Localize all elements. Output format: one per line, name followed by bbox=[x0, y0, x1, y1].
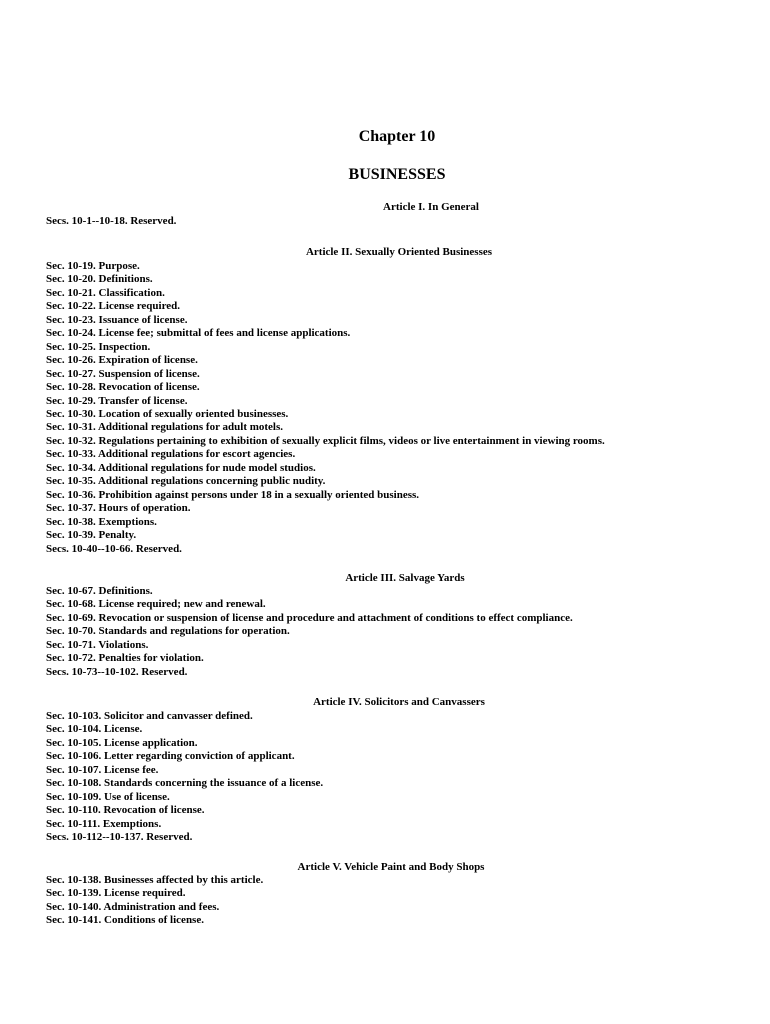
section-item: Secs. 10-112--10-137. Reserved. bbox=[46, 831, 193, 844]
section-item: Sec. 10-71. Violations. bbox=[46, 638, 149, 651]
section-item: Sec. 10-30. Location of sexually oriented businesses. bbox=[46, 407, 289, 420]
section-item: Sec. 10-38. Exemptions. bbox=[46, 515, 157, 528]
section-item: Sec. 10-24. License fee; submittal of fees and license applications. bbox=[46, 327, 351, 340]
section-item: Sec. 10-20. Definitions. bbox=[46, 273, 153, 286]
section-item: Sec. 10-108. Standards concerning the issuance of a license. bbox=[46, 777, 324, 790]
section-item: Sec. 10-69. Revocation or suspension of license and procedure and attachment of conditions to effect compliance. bbox=[46, 611, 573, 624]
section-item: Sec. 10-68. License required; new and renewal. bbox=[46, 598, 266, 611]
section-item: Sec. 10-35. Additional regulations concerning public nudity. bbox=[46, 475, 326, 488]
section-item: Sec. 10-111. Exemptions. bbox=[46, 817, 162, 830]
section-item: Sec. 10-106. Letter regarding conviction of applicant. bbox=[46, 750, 295, 763]
section-item: Sec. 10-107. License fee. bbox=[46, 763, 159, 776]
section-item: Sec. 10-103. Solicitor and canvasser defined. bbox=[46, 710, 253, 722]
section-item: Sec. 10-21. Classification. bbox=[46, 286, 165, 299]
article-2-heading: Article II. Sexually Oriented Businesses bbox=[305, 246, 493, 258]
section-item: Sec. 10-34. Additional regulations for nude model studios. bbox=[46, 461, 316, 474]
article-3-heading: Article III. Salvage Yards bbox=[345, 572, 465, 584]
section-item: Sec. 10-33. Additional regulations for escort agencies. bbox=[46, 448, 296, 461]
section-item: Sec. 10-39. Penalty. bbox=[46, 529, 137, 542]
section-item: Secs. 10-40--10-66. Reserved. bbox=[46, 542, 182, 555]
section-item: Sec. 10-70. Standards and regulations for operation. bbox=[46, 625, 290, 638]
section-item: Sec. 10-32. Regulations pertaining to exhibition of sexually explicit films, videos or live entertainment in viewing rooms. bbox=[46, 434, 605, 447]
section-item: Sec. 10-109. Use of license. bbox=[46, 790, 170, 803]
section-item: Sec. 10-37. Hours of operation. bbox=[46, 502, 191, 515]
article-2-section-list bbox=[46, 260, 746, 556]
article-5-heading: Article V. Vehicle Paint and Body Shops bbox=[297, 861, 485, 873]
section-item: Secs. 10-73--10-102. Reserved. bbox=[46, 665, 188, 678]
section-item: Sec. 10-139. License required. bbox=[46, 887, 186, 900]
section-item: Sec. 10-28. Revocation of license. bbox=[46, 381, 200, 394]
section-item: Sec. 10-19. Purpose. bbox=[46, 260, 140, 272]
section-item: Sec. 10-22. License required. bbox=[46, 300, 181, 313]
article-4-section-list bbox=[46, 710, 746, 845]
article-5-section-list bbox=[46, 874, 746, 928]
section-item: Sec. 10-26. Expiration of license. bbox=[46, 354, 198, 367]
section-item: Sec. 10-141. Conditions of license. bbox=[46, 914, 204, 927]
section-item: Sec. 10-36. Prohibition against persons under 18 in a sexually oriented business. bbox=[46, 488, 420, 501]
section-item: Sec. 10-140. Administration and fees. bbox=[46, 900, 220, 913]
chapter-title: BUSINESSES bbox=[348, 166, 446, 183]
section-item: Sec. 10-138. Businesses affected by this article. bbox=[46, 874, 264, 886]
article-1-heading: Article I. In General bbox=[383, 201, 479, 213]
section-item: Sec. 10-31. Additional regulations for adult motels. bbox=[46, 421, 284, 434]
section-item: Sec. 10-67. Definitions. bbox=[46, 585, 153, 597]
section-item: Sec. 10-27. Suspension of license. bbox=[46, 367, 200, 380]
article-4-heading: Article IV. Solicitors and Canvassers bbox=[313, 696, 485, 708]
article-1-section-list bbox=[46, 215, 746, 228]
section-item: Sec. 10-25. Inspection. bbox=[46, 340, 151, 353]
section-item: Sec. 10-23. Issuance of license. bbox=[46, 313, 188, 326]
section-item: Sec. 10-110. Revocation of license. bbox=[46, 804, 205, 817]
section-item: Secs. 10-1--10-18. Reserved. bbox=[46, 215, 177, 227]
section-item: Sec. 10-29. Transfer of license. bbox=[46, 394, 188, 407]
section-item: Sec. 10-72. Penalties for violation. bbox=[46, 652, 204, 665]
section-item: Sec. 10-105. License application. bbox=[46, 736, 198, 749]
article-3-section-list bbox=[46, 585, 746, 679]
section-item: Sec. 10-104. License. bbox=[46, 723, 143, 736]
chapter-number: Chapter 10 bbox=[358, 128, 436, 145]
